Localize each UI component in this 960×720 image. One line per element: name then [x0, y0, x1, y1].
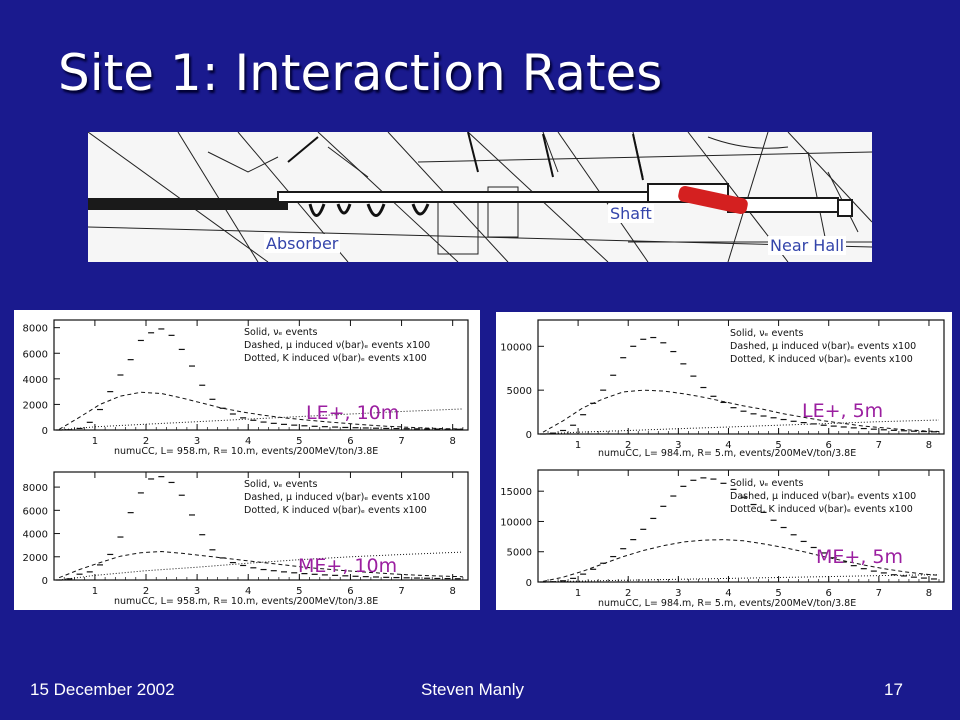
dotted-series-line: [543, 420, 939, 434]
footer-author: Steven Manly: [421, 680, 524, 699]
y-tick-label: 8000: [22, 483, 48, 495]
x-tick-label: 5: [775, 588, 782, 599]
y-tick-label: 8000: [22, 323, 48, 335]
x-tick-label: 1: [574, 440, 582, 451]
legend-entry: Dashed, μ induced ν(bar)ₑ events x100: [244, 492, 431, 503]
y-tick-label: 0: [41, 426, 48, 437]
y-tick-label: 6000: [22, 506, 48, 518]
y-tick-label: 5000: [506, 547, 532, 559]
x-tick-label: 6: [825, 588, 832, 599]
legend-entry: Dotted, K induced ν(bar)ₑ events x100: [730, 354, 913, 365]
x-tick-label: 3: [193, 436, 201, 447]
y-tick-label: 0: [41, 576, 48, 587]
y-tick-label: 4000: [22, 529, 48, 541]
x-axis-label: numuCC, L= 958.m, R= 10.m, events/200MeV/ton/3.8E: [114, 446, 379, 457]
page-number: 17: [884, 680, 903, 699]
x-tick-label: 7: [398, 586, 405, 597]
x-tick-label: 3: [675, 440, 682, 451]
x-tick-label: 5: [296, 436, 303, 447]
x-tick-label: 5: [296, 586, 303, 597]
chart-me-10m: [14, 460, 480, 610]
y-tick-label: 10000: [500, 517, 532, 529]
x-tick-label: 4: [245, 586, 252, 597]
y-tick-label: 6000: [22, 349, 48, 361]
chart-me-5m: [496, 462, 952, 610]
x-axis-label: numuCC, L= 958.m, R= 10.m, events/200MeV/ton/3.8E: [114, 596, 379, 607]
y-tick-label: 5000: [506, 386, 532, 398]
x-tick-label: 1: [91, 586, 99, 597]
x-tick-label: 2: [625, 440, 632, 451]
x-tick-label: 5: [775, 440, 782, 451]
x-tick-label: 8: [449, 436, 456, 447]
x-tick-label: 8: [925, 440, 933, 451]
x-axis-label: numuCC, L= 984.m, R= 5.m, events/200MeV/ton/3.8E: [598, 448, 857, 459]
left-plot-panel: [14, 310, 480, 610]
legend-entry: Solid, νₑ events: [730, 328, 804, 339]
legend-entry: Dotted, K induced ν(bar)ₑ events x100: [244, 353, 427, 364]
x-tick-label: 8: [925, 588, 933, 599]
x-tick-label: 7: [398, 436, 405, 447]
legend-entry: Solid, νₑ events: [730, 478, 804, 489]
y-tick-label: 4000: [22, 374, 48, 386]
y-tick-label: 10000: [500, 342, 532, 354]
y-tick-label: 0: [525, 430, 532, 441]
legend-entry: Dotted, K induced ν(bar)ₑ events x100: [730, 504, 913, 515]
legend-entry: Dashed, μ induced ν(bar)ₑ events x100: [730, 341, 917, 352]
dashed-series-line: [59, 552, 463, 578]
legend-entry: Dashed, μ induced ν(bar)ₑ events x100: [244, 340, 431, 351]
chart-le-5m: [496, 312, 952, 462]
legend-entry: Dotted, K induced ν(bar)ₑ events x100: [244, 505, 427, 516]
chart-le-10m: [14, 310, 480, 460]
x-tick-label: 6: [347, 586, 354, 597]
x-tick-label: 2: [142, 436, 150, 447]
absorber-label: Absorber: [266, 234, 339, 253]
legend-entry: Solid, νₑ events: [244, 479, 318, 490]
x-tick-label: 4: [245, 436, 252, 447]
overlay-le-10m: LE+, 10m: [306, 402, 400, 424]
legend-entry: Dashed, μ induced ν(bar)ₑ events x100: [730, 491, 917, 502]
slide-title: Site 1: Interaction Rates: [58, 44, 663, 102]
legend-entry: Solid, νₑ events: [244, 327, 318, 338]
site-map: [88, 132, 872, 262]
x-tick-label: 1: [91, 436, 99, 447]
x-tick-label: 2: [142, 586, 150, 597]
dashed-series-line: [59, 392, 463, 429]
x-tick-label: 6: [347, 436, 354, 447]
x-tick-label: 7: [875, 440, 883, 451]
overlay-me-10m: ME+, 10m: [298, 555, 398, 577]
x-axis-label: numuCC, L= 984.m, R= 5.m, events/200MeV/ton/3.8E: [598, 598, 857, 609]
x-tick-label: 2: [625, 588, 632, 599]
x-tick-label: 1: [574, 588, 582, 599]
y-tick-label: 2000: [22, 400, 48, 412]
x-tick-label: 4: [725, 588, 732, 599]
y-tick-label: 2000: [22, 552, 48, 564]
near-hall-label: Near Hall: [770, 236, 845, 255]
overlay-me-5m: ME+, 5m: [816, 546, 903, 568]
x-tick-label: 7: [875, 588, 883, 599]
x-tick-label: 4: [725, 440, 732, 451]
dotted-series-line: [543, 575, 939, 582]
y-tick-label: 15000: [500, 487, 532, 499]
site-map-drawing: [88, 132, 872, 262]
x-tick-label: 6: [825, 440, 832, 451]
shaft-label: Shaft: [610, 204, 652, 223]
x-tick-label: 3: [675, 588, 682, 599]
y-tick-label: 0: [525, 578, 532, 589]
overlay-le-5m: LE+, 5m: [802, 400, 884, 422]
x-tick-label: 8: [449, 586, 456, 597]
x-tick-label: 3: [193, 586, 201, 597]
dotted-series-line: [59, 409, 463, 430]
footer-date: 15 December 2002: [30, 680, 175, 699]
